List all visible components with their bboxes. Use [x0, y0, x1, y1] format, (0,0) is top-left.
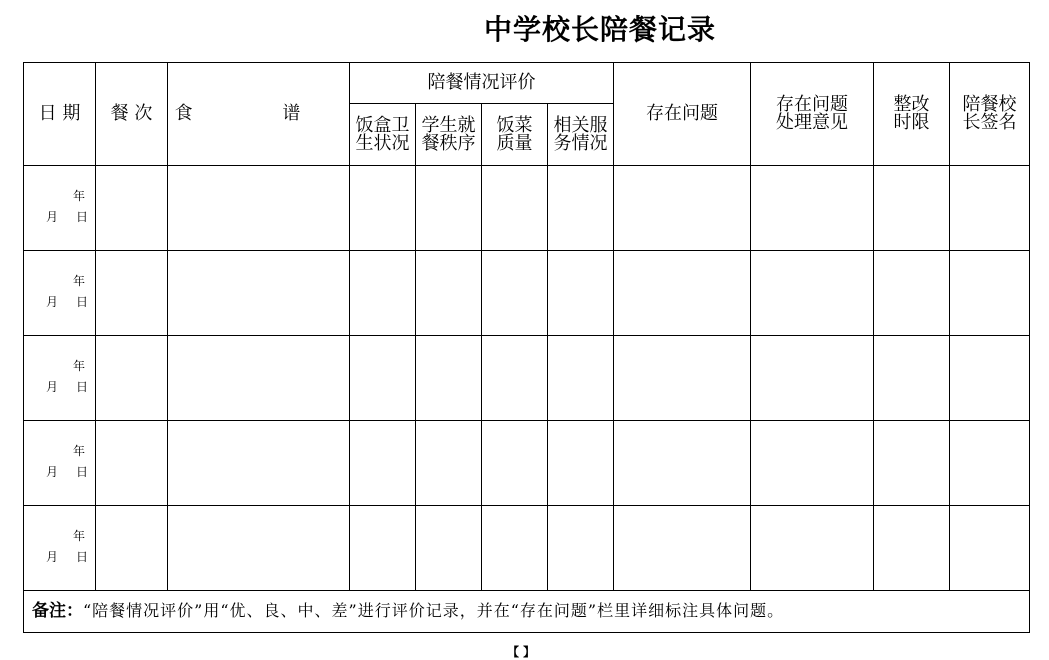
day-label: 日 [76, 295, 89, 309]
year-label: 年 [72, 359, 85, 373]
page-title: 中学校长陪餐记录 [483, 13, 716, 46]
issues-cell[interactable] [614, 506, 751, 591]
issues-cell[interactable] [614, 421, 751, 506]
header-sub-service [548, 104, 614, 166]
service-cell[interactable] [548, 336, 614, 421]
header-deadline [874, 63, 950, 166]
meal-cell[interactable] [96, 336, 168, 421]
header-evaluation: 陪餐情况评价 [350, 63, 614, 104]
month-label: 月 [46, 550, 59, 564]
handling-cell[interactable] [751, 336, 874, 421]
deadline-cell[interactable] [874, 336, 950, 421]
dining-order-cell[interactable] [416, 166, 482, 251]
header-sub-line2: 生状况 [355, 132, 410, 154]
service-cell[interactable] [548, 251, 614, 336]
month-label: 月 [46, 210, 59, 224]
header-deadline-line1: 整改 [893, 94, 930, 115]
service-cell[interactable] [548, 421, 614, 506]
table-row [24, 336, 1030, 421]
date-cell[interactable] [24, 251, 96, 336]
month-day-label [46, 211, 88, 223]
menu-cell[interactable] [168, 421, 350, 506]
deadline-cell[interactable] [874, 506, 950, 591]
header-sub-box-hygiene [350, 104, 416, 166]
issues-cell[interactable] [614, 336, 751, 421]
header-handling-line2: 处理意见 [776, 112, 848, 133]
header-sub-dining-order [416, 104, 482, 166]
header-date: 日 期 [24, 63, 96, 166]
record-rows [24, 166, 1030, 591]
header-sub-food-quality [482, 104, 548, 166]
header-sub-line1: 饭菜 [496, 114, 533, 136]
signature-cell[interactable] [950, 506, 1030, 591]
year-label: 年 [72, 529, 85, 543]
date-cell[interactable] [24, 421, 96, 506]
food-quality-cell[interactable] [482, 421, 548, 506]
day-label: 日 [76, 210, 89, 224]
note-label: 备注： [32, 601, 83, 621]
header-signature-line2: 长签名 [962, 112, 1017, 133]
table-row [24, 506, 1030, 591]
header-sub-line2: 质量 [496, 132, 533, 154]
year-label: 年 [72, 274, 85, 288]
month-day-label [46, 551, 88, 563]
box-hygiene-cell[interactable] [350, 166, 416, 251]
table-row [24, 421, 1030, 506]
box-hygiene-cell[interactable] [350, 506, 416, 591]
month-day-label [46, 466, 88, 478]
meal-cell[interactable] [96, 506, 168, 591]
header-handling [751, 63, 874, 166]
footer-bracket-mark: 【 】 [507, 645, 536, 659]
date-cell[interactable] [24, 166, 96, 251]
year-label: 年 [72, 189, 85, 203]
menu-cell[interactable] [168, 336, 350, 421]
day-label: 日 [76, 380, 89, 394]
menu-cell[interactable] [168, 166, 350, 251]
handling-cell[interactable] [751, 251, 874, 336]
box-hygiene-cell[interactable] [350, 251, 416, 336]
dining-order-cell[interactable] [416, 251, 482, 336]
note-row [24, 591, 1030, 633]
table-row [24, 166, 1030, 251]
header-sub-line2: 餐秩序 [421, 132, 476, 154]
header-menu [168, 63, 350, 166]
issues-cell[interactable] [614, 251, 751, 336]
year-label: 年 [72, 444, 85, 458]
signature-cell[interactable] [950, 421, 1030, 506]
service-cell[interactable] [548, 166, 614, 251]
box-hygiene-cell[interactable] [350, 421, 416, 506]
food-quality-cell[interactable] [482, 251, 548, 336]
handling-cell[interactable] [751, 506, 874, 591]
date-cell[interactable] [24, 336, 96, 421]
header-signature [950, 63, 1030, 166]
service-cell[interactable] [548, 506, 614, 591]
handling-cell[interactable] [751, 166, 874, 251]
header-sub-line1: 学生就 [421, 114, 476, 136]
header-sub-line1: 相关服 [553, 114, 608, 136]
deadline-cell[interactable] [874, 421, 950, 506]
meal-cell[interactable] [96, 421, 168, 506]
meal-cell[interactable] [96, 251, 168, 336]
month-label: 月 [46, 295, 59, 309]
menu-cell[interactable] [168, 506, 350, 591]
signature-cell[interactable] [950, 336, 1030, 421]
meal-cell[interactable] [96, 166, 168, 251]
header-meal: 餐 次 [96, 63, 168, 166]
month-day-label [46, 296, 88, 308]
signature-cell[interactable] [950, 251, 1030, 336]
table-row [24, 251, 1030, 336]
menu-cell[interactable] [168, 251, 350, 336]
day-label: 日 [76, 550, 89, 564]
handling-cell[interactable] [751, 421, 874, 506]
date-cell[interactable] [24, 506, 96, 591]
dining-order-cell[interactable] [416, 336, 482, 421]
meal-record-table [23, 62, 1030, 633]
note-text: “陪餐情况评价”用“优、良、中、差”进行评价记录，并在“存在问题”栏里详细标注具体问题。 [83, 601, 785, 620]
deadline-cell[interactable] [874, 251, 950, 336]
dining-order-cell[interactable] [416, 506, 482, 591]
header-signature-line1: 陪餐校 [962, 94, 1017, 115]
header-deadline-line2: 时限 [893, 112, 930, 133]
issues-cell[interactable] [614, 166, 751, 251]
header-handling-line1: 存在问题 [776, 94, 848, 115]
food-quality-cell[interactable] [482, 506, 548, 591]
month-label: 月 [46, 380, 59, 394]
signature-cell[interactable] [950, 166, 1030, 251]
day-label: 日 [76, 465, 89, 479]
dining-order-cell[interactable] [416, 421, 482, 506]
food-quality-cell[interactable] [482, 166, 548, 251]
month-label: 月 [46, 465, 59, 479]
header-sub-line2: 务情况 [553, 132, 608, 154]
month-day-label [46, 381, 88, 393]
deadline-cell[interactable] [874, 166, 950, 251]
header-sub-line1: 饭盒卫 [355, 114, 410, 136]
header-issues: 存在问题 [614, 63, 751, 166]
header-menu-label: 食 谱 [174, 103, 343, 124]
box-hygiene-cell[interactable] [350, 336, 416, 421]
food-quality-cell[interactable] [482, 336, 548, 421]
